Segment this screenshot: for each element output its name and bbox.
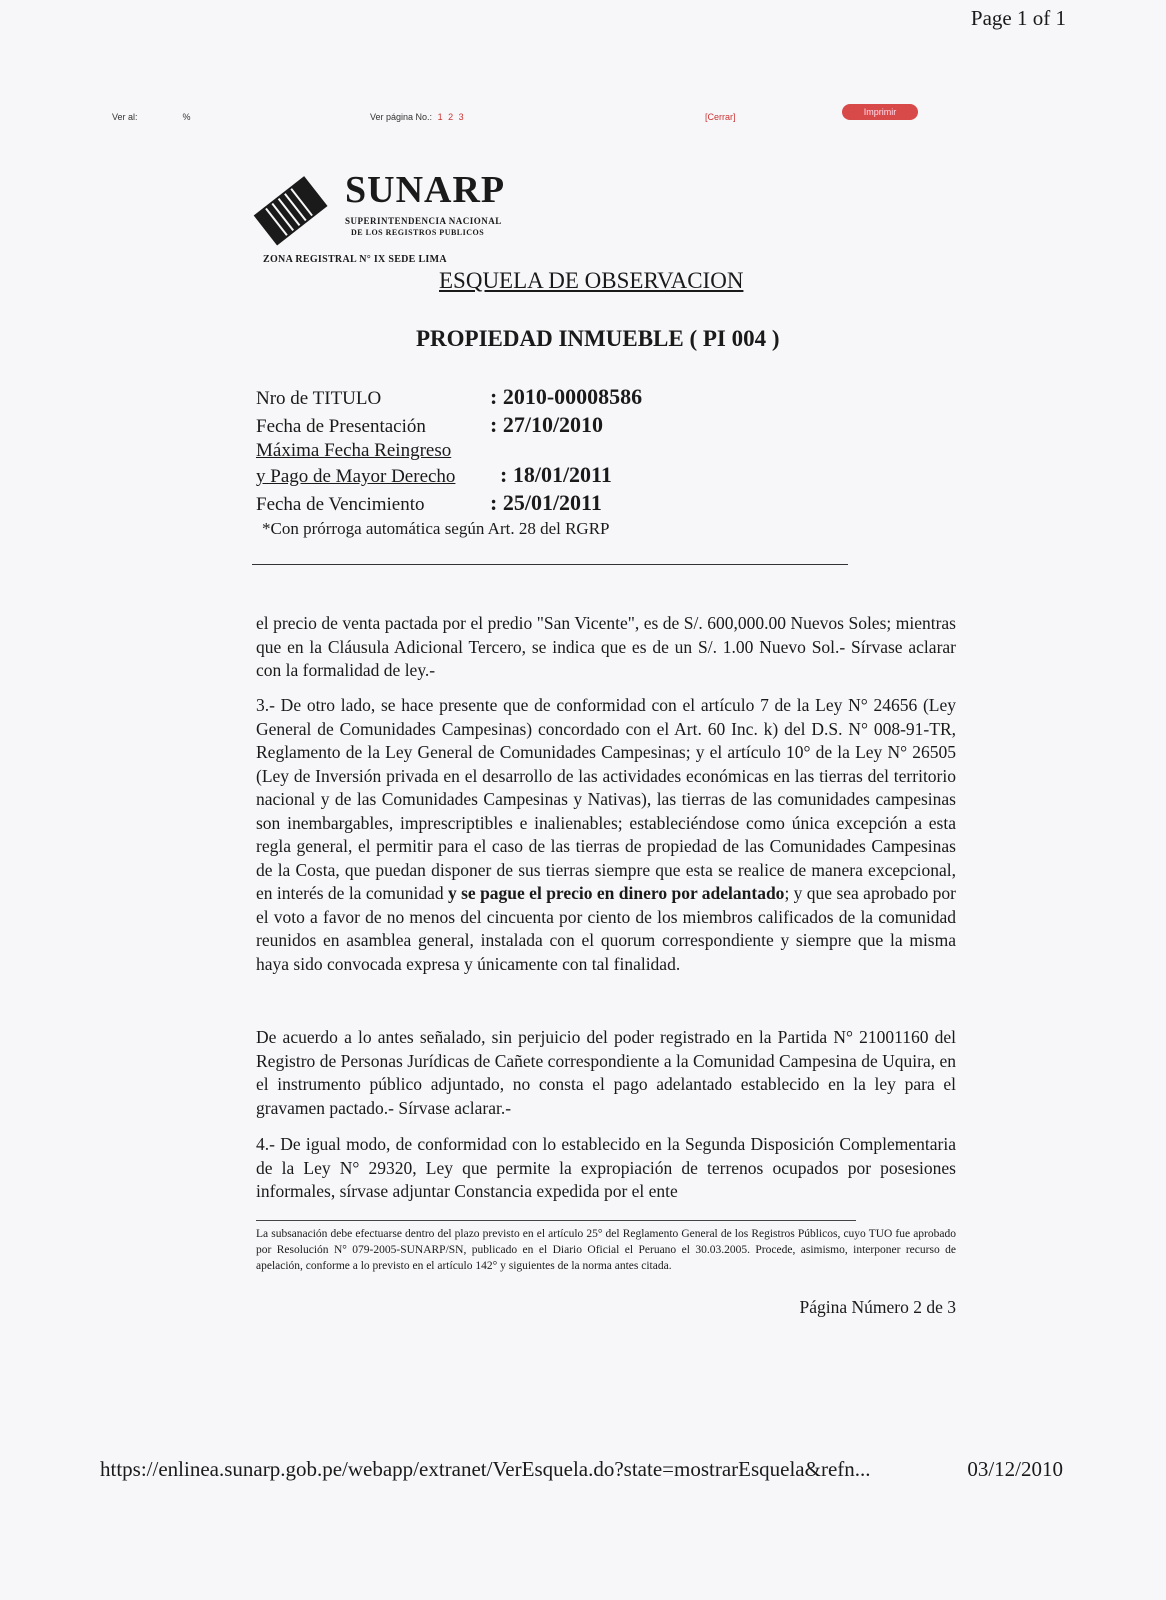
- vencimiento-label: Fecha de Vencimiento: [256, 494, 425, 515]
- page-selector-label: Ver página No.:: [370, 112, 433, 122]
- zoom-control: [112, 112, 191, 122]
- document-title: ESQUELA DE OBSERVACION: [439, 268, 744, 293]
- body-paragraph-3: [256, 1026, 956, 1120]
- paragraph-2-bold: y se pague el precio en dinero por adelantado: [447, 883, 785, 903]
- body-paragraph-1: [256, 612, 956, 683]
- reingreso-value: : 18/01/2011: [500, 462, 612, 487]
- zoom-suffix: %: [182, 112, 191, 122]
- paragraph-2-end: ; y que sea aprobado por el voto a favor de no menos del cincuenta por ciento de los miembros calificados de la comunidad reunidos en asamblea general, instalada con el quorum correspondiente y siempre que la misma haya sido convocada expresa y únicamente con tal finalidad.: [256, 883, 957, 974]
- print-button[interactable]: Imprimir: [842, 104, 918, 120]
- page-selector: [370, 112, 464, 122]
- footnote-divider: [256, 1220, 856, 1221]
- reingreso-label-2: y Pago de Mayor Derecho: [256, 466, 456, 487]
- titulo-label: Nro de TITULO: [256, 388, 382, 409]
- logo-subtitle-2: DE LOS REGISTROS PUBLICOS: [351, 228, 485, 237]
- presentacion-label: Fecha de Presentación: [256, 416, 426, 437]
- print-url: https://enlinea.sunarp.gob.pe/webapp/extranet/VerEsquela.do?state=mostrarEsquela&refn...: [100, 1457, 871, 1481]
- sunarp-logo-icon: [250, 170, 330, 250]
- page-link-3[interactable]: 3: [458, 112, 464, 122]
- vencimiento-value: : 25/01/2011: [490, 490, 602, 515]
- print-date: 03/12/2010: [967, 1457, 1063, 1481]
- extension-note: *Con prórroga automática según Art. 28 del RGRP: [262, 519, 610, 538]
- footnote: La subsanación debe efectuarse dentro del plazo previsto en el artículo 25° del Reglamento General de los Registros Públicos, cuyo TUO fue aprobado por Resolución N° 079-2005-SUNARP/SN, publicado en el Diario Oficial el Peruano el 30.03.2005. Procede, asimismo, interponer recurso de apelación, conforme a lo previsto en el artículo 142° y siguientes de la norma antes citada.: [256, 1228, 956, 1272]
- paragraph-text: De acuerdo a lo antes señalado, sin perjuicio del poder registrado en la Partida N° 21001160 del Registro de Personas Jurídicas de Cañete correspondiente a la Comunidad Campesina de Uquira, en el instrumento público adjuntado, no consta el pago adelantado establecido en la ley para el gravamen pactado.- Sírvase aclarar.-: [256, 1027, 956, 1118]
- zoom-label: Ver al:: [112, 112, 138, 122]
- divider: [252, 564, 848, 565]
- page-link-2[interactable]: 2: [448, 112, 454, 122]
- page-indicator: Page 1 of 1: [970, 6, 1066, 30]
- paragraph-text: el precio de venta pactada por el predio "San Vicente", es de S/. 600,000.00 Nuevos Soles; mientras que en la Cláusula Adicional Tercero, se indica que es de un S/. 1.00 Nuevo Sol.- Sírvase aclarar con la formalidad de ley.-: [256, 613, 956, 680]
- page-link-1[interactable]: 1: [437, 112, 443, 122]
- close-link[interactable]: [Cerrar]: [705, 112, 736, 122]
- reingreso-label-1: Máxima Fecha Reingreso: [256, 440, 452, 461]
- presentacion-value: : 27/10/2010: [490, 412, 604, 437]
- paragraph-2-start: 3.- De otro lado, se hace presente que de conformidad con el artículo 7 de la Ley N° 24656 (Ley General de Comunidades Campesinas) concordado con el Art. 60 Inc. k) del D.S. N° 008-91-TR, Reglamento de la Ley General de Comunidades Campesinas; y el artículo 10° de la Ley N° 26505 (Ley de Inversión privada en el desarrollo de las actividades económicas en las tierras del territorio nacional y de las Comunidades Campesinas y Nativas), las tierras de las comunidades campesinas son inembargables, imprescriptibles e inalienables; estableciéndose como única excepción a esta regla general, el permitir para el caso de las tierras de propiedad de las Comunidades Campesinas de la Costa, que puedan disponer de sus tierras siempre que esta se realice de manera excepcional, en interés de la comunidad: [256, 695, 956, 903]
- titulo-value: : 2010-00008586: [490, 384, 643, 409]
- page-number: Página Número 2 de 3: [799, 1297, 956, 1317]
- document-subtitle: PROPIEDAD INMUEBLE ( PI 004 ): [416, 326, 780, 351]
- logo-name: SUNARP: [345, 169, 506, 211]
- logo-subtitle-1: SUPERINTENDENCIA NACIONAL: [345, 216, 502, 226]
- paragraph-text: 4.- De igual modo, de conformidad con lo establecido en la Segunda Disposición Complementaria de la Ley N° 29320, Ley que permite la expropiación de terrenos ocupados por posesiones informales, sírvase adjuntar Constancia expedida por el ente: [256, 1134, 956, 1201]
- body-paragraph-2: [256, 694, 956, 976]
- body-paragraph-4: [256, 1133, 956, 1204]
- registry-zone: ZONA REGISTRAL N° IX SEDE LIMA: [263, 254, 447, 265]
